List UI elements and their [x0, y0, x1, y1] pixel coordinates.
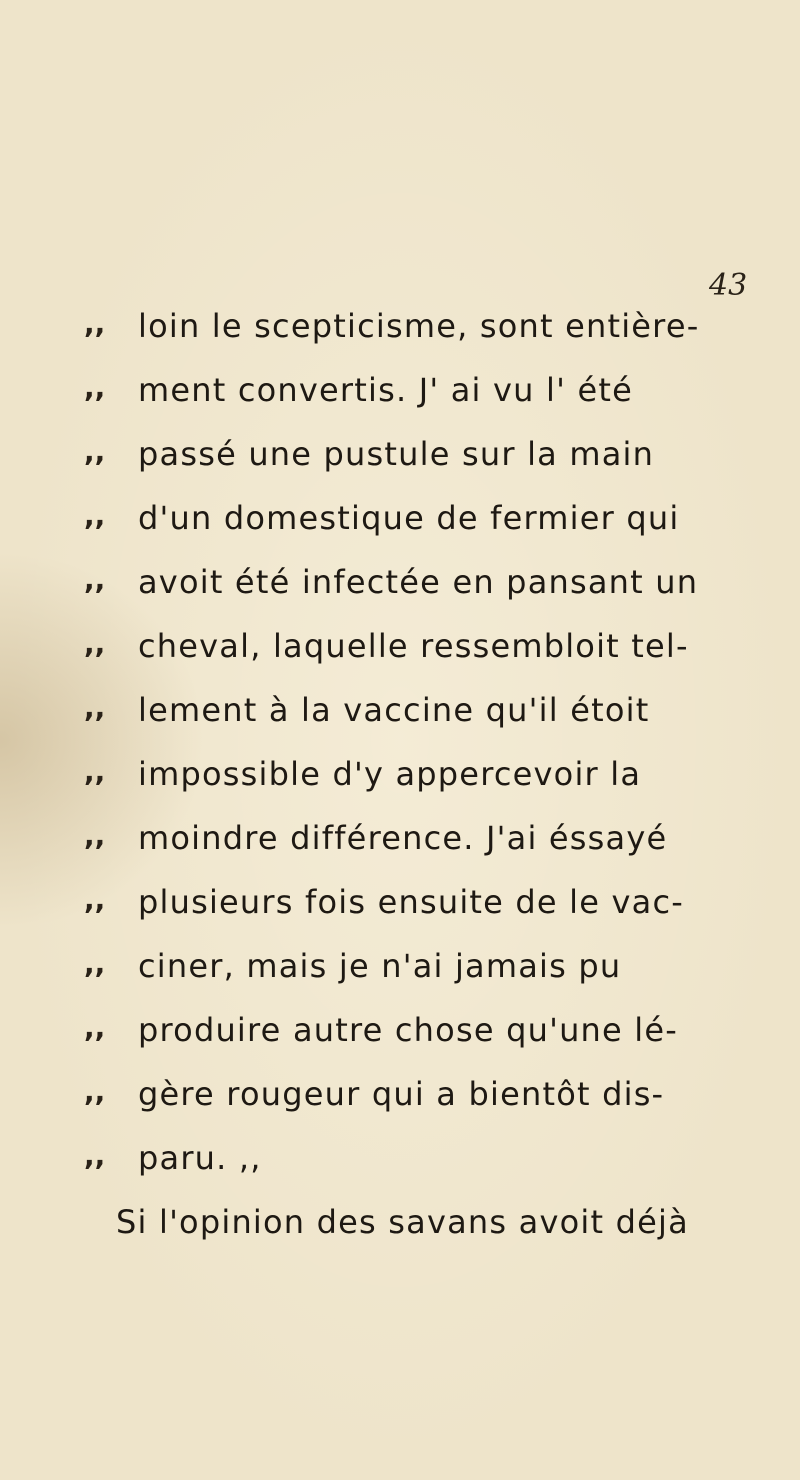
quote-mark: ,,: [84, 1075, 106, 1108]
line-text: plusieurs fois ensuite de le vac-: [138, 883, 685, 921]
quote-mark: ,,: [84, 883, 106, 916]
quote-mark: ,,: [84, 1139, 106, 1172]
line-text: ment convertis. J' ai vu l' été: [138, 371, 633, 409]
line-text: cheval, laquelle ressembloit tel-: [138, 627, 689, 665]
quote-mark: ,,: [84, 755, 106, 788]
quote-mark: ,,: [84, 1011, 106, 1044]
line-text: produire autre chose qu'une lé-: [138, 1011, 679, 1049]
line-text: d'un domestique de fermier qui: [138, 499, 680, 537]
quote-mark: ,,: [84, 499, 106, 532]
quote-mark: ,,: [84, 563, 106, 596]
line-text-final: Si l'opinion des savans avoit déjà: [116, 1203, 689, 1241]
line-text: loin le scepticisme, sont entière-: [138, 307, 700, 345]
quote-mark: ,,: [84, 307, 106, 340]
line-text: paru. ,,: [138, 1139, 262, 1177]
line-text: gère rougeur qui a bientôt dis-: [138, 1075, 665, 1113]
quote-mark: ,,: [84, 691, 106, 724]
quote-mark: ,,: [84, 435, 106, 468]
quote-mark: ,,: [84, 819, 106, 852]
quote-mark: ,,: [84, 627, 106, 660]
line-text: moindre différence. J'ai éssayé: [138, 819, 668, 857]
line-text: avoit été infectée en pansant un: [138, 563, 699, 601]
quote-mark: ,,: [84, 947, 106, 980]
quote-mark: ,,: [84, 371, 106, 404]
line-text: passé une pustule sur la main: [138, 435, 655, 473]
line-text: ciner, mais je n'ai jamais pu: [138, 947, 622, 985]
line-text: lement à la vaccine qu'il étoit: [138, 691, 650, 729]
page-number: 43: [709, 268, 748, 303]
line-text: impossible d'y appercevoir la: [138, 755, 642, 793]
